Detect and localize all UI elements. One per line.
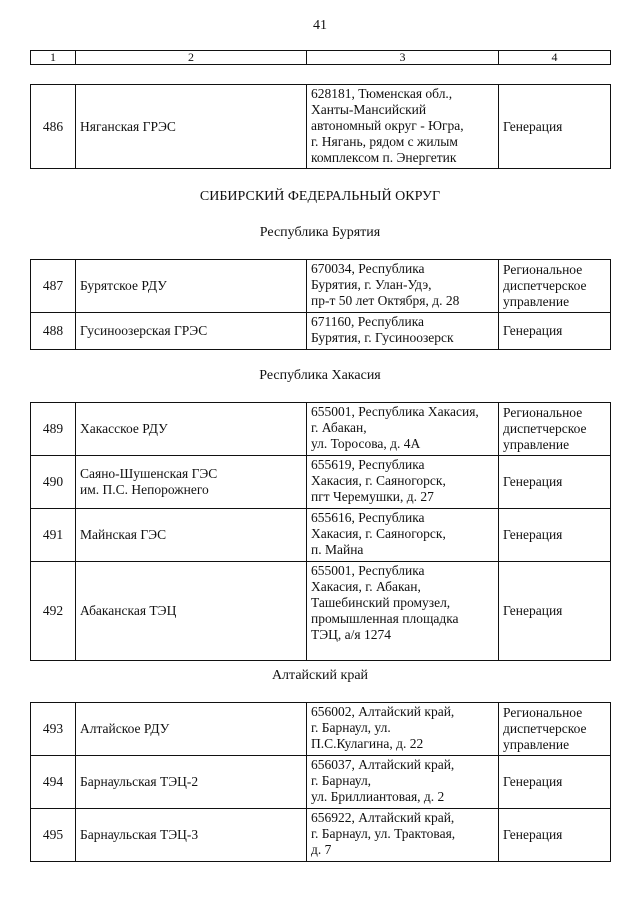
facility-type [499,562,611,661]
row-number: 490 [31,456,76,509]
cell-line: Генерация [503,474,563,489]
cell-line: Генерация [503,827,563,842]
cell-line: 670034, Республика [311,261,425,276]
facility-address [307,313,499,350]
facility-name [76,313,307,350]
table-row [31,509,611,562]
cell-line: П.С.Кулагина, д. 22 [311,736,424,751]
facility-table [30,402,611,661]
cell-line: Генерация [503,527,563,542]
facility-name [76,562,307,661]
facility-name [76,260,307,313]
page-number: 41 [313,18,327,33]
cell-line: ТЭЦ, а/я 1274 [311,627,391,642]
cell-line: им. П.С. Непорожнего [80,482,209,497]
row-number: 488 [31,313,76,350]
cell-line: Хакасия, г. Саяногорск, [311,526,446,541]
cell-line: г. Барнаул, ул. [311,720,391,735]
cell-line: 656037, Алтайский край, [311,757,455,772]
facility-table [30,702,611,862]
cell-line: п. Майна [311,542,364,557]
cell-line: Бурятия, г. Гусиноозерск [311,330,454,345]
facility-address [307,756,499,809]
table-row [31,562,611,661]
table-row [31,756,611,809]
cell-line: пгт Черемушки, д. 27 [311,489,434,504]
facility-type [499,403,611,456]
column-number: 1 [31,51,76,65]
facility-address [307,456,499,509]
cell-line: Региональное [503,705,583,720]
table-row [31,456,611,509]
table-row [31,703,611,756]
cell-line: 656002, Алтайский край, [311,704,455,719]
facility-type [499,509,611,562]
row-number: 493 [31,703,76,756]
cell-line: управление [503,294,570,309]
cell-line: г. Абакан, [311,420,367,435]
cell-line: Бурятия, г. Улан-Удэ, [311,277,432,292]
region-heading: Республика Хакасия [259,368,381,383]
facility-type [499,260,611,313]
facility-type [499,756,611,809]
facility-address [307,809,499,862]
row-number: 486 [31,85,76,169]
cell-line: Няганская ГРЭС [80,118,176,134]
facility-type [499,85,611,169]
cell-line: диспетчерское [503,421,587,436]
column-number: 3 [307,51,499,65]
cell-line: промышленная площадка [311,611,459,626]
cell-line: ул. Торосова, д. 4А [311,436,421,451]
cell-line: Абаканская ТЭЦ [80,603,177,618]
cell-line: 655619, Республика [311,457,425,472]
row-number: 495 [31,809,76,862]
facility-address [307,260,499,313]
cell-line: 671160, Республика [311,314,425,329]
cell-line: Барнаульская ТЭЦ-2 [80,774,199,789]
cell-line: Гусиноозерская ГРЭС [80,323,208,338]
column-number-header [30,50,611,65]
cell-line: 655616, Республика [311,510,425,525]
cell-line: Барнаульская ТЭЦ-3 [80,827,199,842]
cell-line: д. 7 [311,842,332,857]
cell-line: Хакасия, г. Абакан, [311,579,421,594]
facility-name [76,85,307,169]
cell-line: пр-т 50 лет Октября, д. 28 [311,293,460,308]
facility-type [499,313,611,350]
facility-address [307,562,499,661]
cell-line: Региональное [503,405,583,420]
cell-line: г. Нягань, рядом с жилым [311,134,458,149]
row-number: 491 [31,509,76,562]
cell-line: управление [503,737,570,752]
cell-line: г. Барнаул, ул. Трактовая, [311,826,456,841]
table-row [31,313,611,350]
cell-line: Региональное [503,262,583,277]
row-number: 489 [31,403,76,456]
cell-line: Генерация [503,323,563,338]
cell-line: Саяно-Шушенская ГЭС [80,466,218,481]
cell-line: Хакасское РДУ [80,421,168,436]
facility-type [499,703,611,756]
cell-line: Алтайское РДУ [80,721,170,736]
row-number: 492 [31,562,76,661]
cell-line: 656922, Алтайский край, [311,810,455,825]
facility-name [76,809,307,862]
cell-line: диспетчерское [503,278,587,293]
facility-table [30,84,611,169]
facility-name [76,756,307,809]
cell-line: Генерация [503,118,563,134]
facility-type [499,456,611,509]
cell-line: Хакасия, г. Саяногорск, [311,473,446,488]
facility-name [76,703,307,756]
facility-name [76,403,307,456]
cell-line: 628181, Тюменская обл., [311,86,453,101]
cell-line: Майнская ГЭС [80,527,167,542]
table-row [31,85,611,169]
column-number: 2 [76,51,307,65]
cell-line: Бурятское РДУ [80,278,167,293]
district-heading: СИБИРСКИЙ ФЕДЕРАЛЬНЫЙ ОКРУГ [199,189,441,204]
facility-address [307,703,499,756]
row-number: 494 [31,756,76,809]
facility-address [307,403,499,456]
cell-line: ул. Бриллиантовая, д. 2 [311,789,445,804]
cell-line: автономный округ - Югра, [311,118,464,133]
table-row [31,403,611,456]
table-row [31,260,611,313]
column-number: 4 [499,51,611,65]
cell-line: Генерация [503,774,563,789]
cell-line: управление [503,437,570,452]
cell-line: 655001, Республика Хакасия, [311,404,479,419]
region-heading: Республика Бурятия [259,225,381,240]
facility-address [307,509,499,562]
facility-address [307,85,499,169]
cell-line: Ташебинский промузел, [311,595,451,610]
cell-line: Генерация [503,603,563,618]
region-heading: Алтайский край [271,668,369,683]
cell-line: Ханты-Мансийский [311,102,427,117]
cell-line: г. Барнаул, [311,773,372,788]
facility-type [499,809,611,862]
cell-line: диспетчерское [503,721,587,736]
facility-table [30,259,611,350]
row-number: 487 [31,260,76,313]
table-row [31,809,611,862]
facility-name [76,456,307,509]
facility-name [76,509,307,562]
cell-line: 655001, Республика [311,563,425,578]
cell-line: комплексом п. Энергетик [311,150,457,165]
